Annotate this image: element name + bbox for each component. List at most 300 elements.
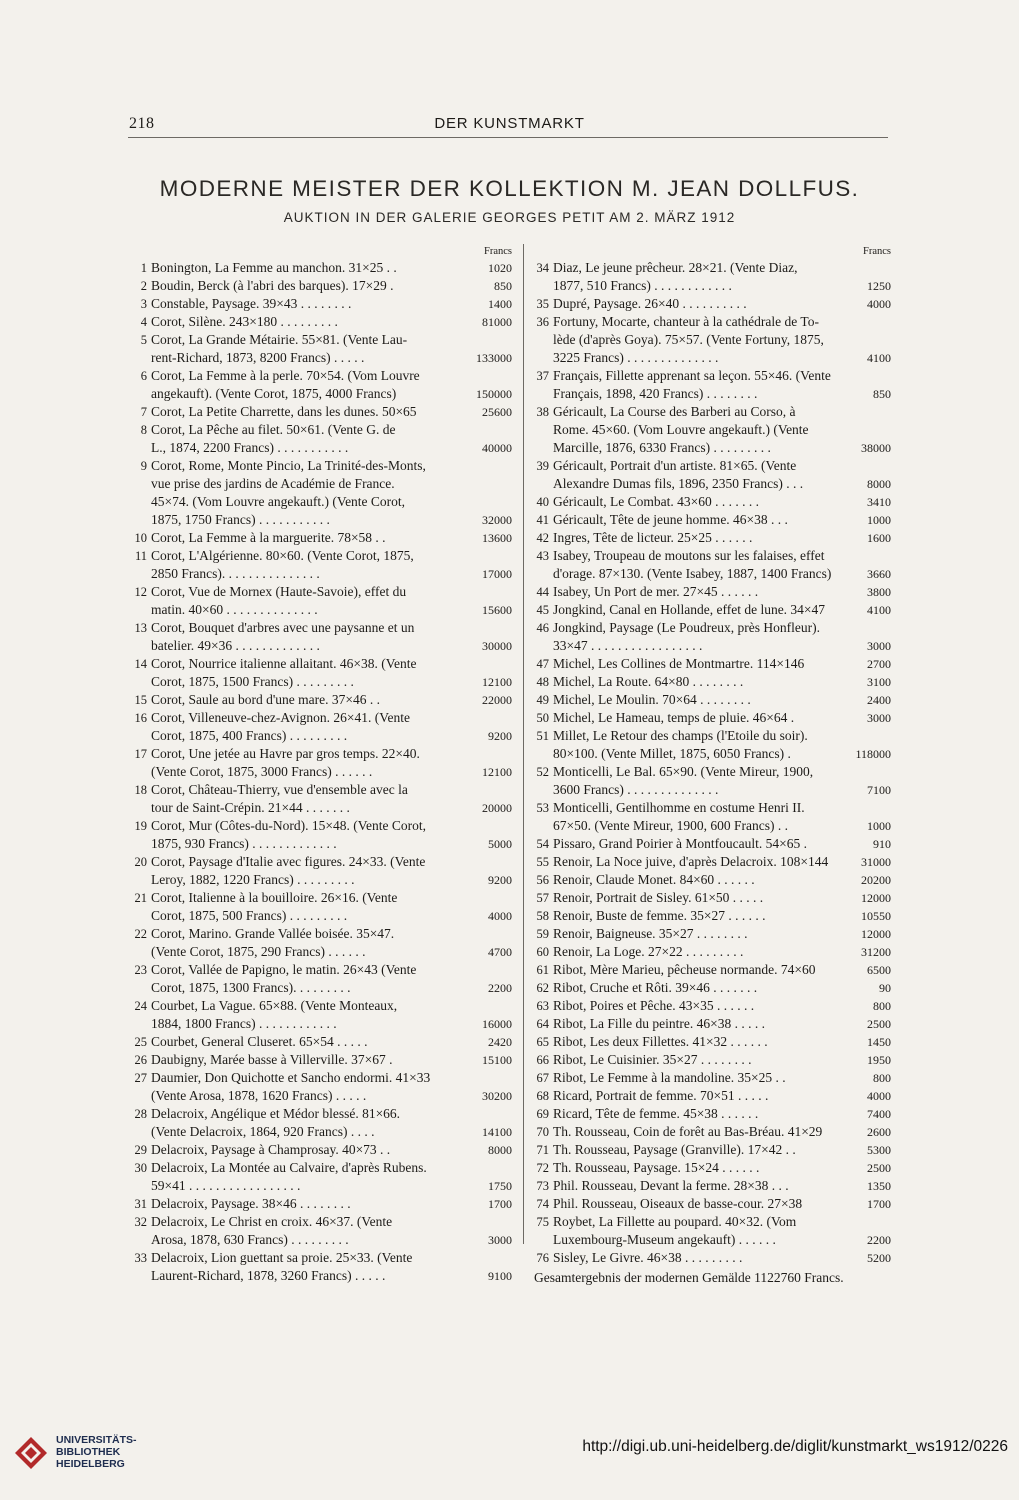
catalog-entry — [530, 1087, 891, 1105]
catalog-entry — [128, 961, 512, 997]
entry-price: 7100 — [867, 783, 891, 797]
entry-description: Corot, Villeneuve-chez-Avignon. 26×41. (Vente Corot, 1875, 400 Francs) . . . . . . . . . — [151, 710, 410, 743]
entry-price: 12100 — [482, 675, 512, 689]
entry-price: 9200 — [488, 873, 512, 887]
entry-description: Géricault, Tête de jeune homme. 46×38 . . . — [553, 512, 788, 527]
catalog-entry — [530, 1141, 891, 1159]
catalog-entry — [128, 1033, 512, 1051]
entry-description: Diaz, Le jeune prêcheur. 28×21. (Vente Diaz, 1877, 510 Francs) . . . . . . . . . . . . — [553, 260, 798, 293]
catalog-entry — [530, 457, 891, 493]
catalog-entry — [530, 1069, 891, 1087]
entry-number: 55 — [536, 855, 549, 869]
entry-description: Delacroix, Paysage à Champrosay. 40×73 . . — [151, 1142, 391, 1157]
entry-price: 38000 — [861, 441, 891, 455]
entry-price: 12000 — [861, 891, 891, 905]
catalog-entry — [128, 1249, 512, 1285]
catalog-entry — [530, 1213, 891, 1249]
entry-price: 1020 — [488, 261, 512, 275]
catalog-entry — [128, 313, 512, 331]
catalog-entry — [530, 601, 891, 619]
page-title: MODERNE MEISTER DER KOLLEKTION M. JEAN DOLLFUS. — [159, 176, 860, 201]
header-rule — [128, 137, 888, 138]
entry-price: 8000 — [867, 477, 891, 491]
catalog-entry — [530, 313, 891, 367]
entry-number: 71 — [536, 1143, 549, 1157]
entry-description: Michel, Le Hameau, temps de pluie. 46×64 . — [553, 710, 795, 725]
entry-number: 26 — [134, 1053, 147, 1067]
catalog-entry — [530, 259, 891, 295]
entry-number: 6 — [140, 369, 147, 383]
catalog-entry — [530, 709, 891, 727]
entry-price: 4100 — [867, 351, 891, 365]
catalog-entry — [530, 943, 891, 961]
entry-price: 118000 — [855, 747, 891, 761]
entry-price: 1000 — [867, 819, 891, 833]
entry-price: 2400 — [867, 693, 891, 707]
catalog-entry — [530, 835, 891, 853]
entry-description: Géricault, La Course des Barberi au Corso, à Rome. 45×60. (Vom Louvre angekauft.) (Vente Marcille, 1876, 6330 Francs) . . . . . . . . . — [553, 404, 809, 455]
entry-price: 30000 — [482, 639, 512, 653]
catalog-entry — [530, 583, 891, 601]
entry-number: 37 — [536, 369, 549, 383]
entry-number: 25 — [134, 1035, 147, 1049]
entry-number: 59 — [536, 927, 549, 941]
entry-number: 15 — [134, 693, 147, 707]
catalog-entry — [530, 655, 891, 673]
entry-description: Ribot, Cruche et Rôti. 39×46 . . . . . . . — [553, 980, 758, 995]
entry-number: 51 — [536, 729, 549, 743]
entry-description: Jongkind, Canal en Hollande, effet de lune. 34×47 — [553, 602, 826, 617]
entry-description: Pissaro, Grand Poirier à Montfoucault. 54×65 . — [553, 836, 807, 851]
entry-description: Delacroix, Paysage. 38×46 . . . . . . . . — [151, 1196, 351, 1211]
entry-description: Jongkind, Paysage (Le Poudreux, près Honfleur). 33×47 . . . . . . . . . . . . . . . . . — [553, 620, 820, 653]
entry-price: 5000 — [488, 837, 512, 851]
catalog-entry — [128, 817, 512, 853]
entry-description: Ribot, Le Femme à la mandoline. 35×25 . . — [553, 1070, 786, 1085]
entry-description: Bonington, La Femme au manchon. 31×25 . . — [151, 260, 397, 275]
entry-price: 4000 — [488, 909, 512, 923]
entry-price: 800 — [873, 999, 891, 1013]
entry-price: 2500 — [867, 1017, 891, 1031]
entry-description: Fortuny, Mocarte, chanteur à la cathédrale de To- lède (d'après Goya). 75×57. (Vente Fortuny, 1875, 3225 Francs) . . . . . . . . . . . . . . — [553, 314, 824, 365]
entry-description: Renoir, Claude Monet. 84×60 . . . . . . — [553, 872, 755, 887]
entry-number: 3 — [140, 297, 147, 311]
entry-description: Corot, L'Algérienne. 80×60. (Vente Corot, 1875, 2850 Francs). . . . . . . . . . . . . . . — [151, 548, 414, 581]
catalog-entry — [530, 493, 891, 511]
catalog-entry — [128, 367, 512, 403]
entry-description: Renoir, La Loge. 27×22 . . . . . . . . . — [553, 944, 744, 959]
entry-price: 6500 — [867, 963, 891, 977]
entry-price: 4000 — [867, 297, 891, 311]
entry-number: 10 — [134, 531, 147, 545]
library-logo[interactable] — [12, 1434, 212, 1474]
entry-description: Corot, Paysage d'Italie avec figures. 24×33. (Vente Leroy, 1882, 1220 Francs) . . . . . . . . . — [151, 854, 426, 887]
entry-description: Corot, La Petite Charrette, dans les dunes. 50×65 — [151, 404, 417, 419]
entry-price: 5300 — [867, 1143, 891, 1157]
catalog-entry — [530, 673, 891, 691]
entry-description: Corot, Rome, Monte Pincio, La Trinité-des-Monts, vue prise des jardins de Académie de France. 45×74. (Vom Louvre angekauft.) (Vente Corot, 1875, 1750 Francs) . . . . . . . . . . . — [151, 458, 426, 527]
entry-number: 20 — [134, 855, 147, 869]
catalog-entry — [128, 691, 512, 709]
entry-number: 4 — [140, 315, 147, 329]
entry-price: 15100 — [482, 1053, 512, 1067]
entry-number: 31 — [134, 1197, 147, 1211]
entry-price: 2500 — [867, 1161, 891, 1175]
entry-number: 48 — [536, 675, 549, 689]
entry-price: 40000 — [482, 441, 512, 455]
entry-description: Corot, Vue de Mornex (Haute-Savoie), effet du matin. 40×60 . . . . . . . . . . . . . . — [151, 584, 407, 617]
page-subtitle: AUKTION IN DER GALERIE GEORGES PETIT AM 2. MÄRZ 1912 — [283, 210, 736, 225]
entry-number: 32 — [134, 1215, 147, 1229]
entry-number: 19 — [134, 819, 147, 833]
entry-number: 68 — [536, 1089, 549, 1103]
catalog-entry — [128, 547, 512, 583]
entry-description: Phil. Rousseau, Devant la ferme. 28×38 . . . — [553, 1178, 789, 1193]
entry-number: 72 — [536, 1161, 549, 1175]
entry-number: 7 — [140, 405, 147, 419]
entry-description: Corot, Silène. 243×180 . . . . . . . . . — [151, 314, 338, 329]
entry-price: 850 — [873, 387, 891, 401]
entry-number: 18 — [134, 783, 147, 797]
library-name: UNIVERSITÄTS- BIBLIOTHEK HEIDELBERG — [56, 1434, 137, 1470]
catalog-entry — [530, 889, 891, 907]
entry-description: Th. Rousseau, Paysage. 15×24 . . . . . . — [553, 1160, 760, 1175]
entry-description: Courbet, La Vague. 65×88. (Vente Monteaux, 1884, 1800 Francs) . . . . . . . . . . . . — [151, 998, 398, 1031]
entry-description: Daumier, Don Quichotte et Sancho endormi. 41×33 (Vente Arosa, 1878, 1620 Francs) . . . . . — [151, 1070, 431, 1103]
entry-price: 3800 — [867, 585, 891, 599]
catalog-entry — [530, 295, 891, 313]
catalog-entry — [530, 529, 891, 547]
entry-description: Delacroix, Angélique et Médor blessé. 81×66. (Vente Delacroix, 1864, 920 Francs) . . . . — [151, 1106, 401, 1139]
catalog-entry — [530, 907, 891, 925]
entry-description: Ribot, Les deux Fillettes. 41×32 . . . . . . — [553, 1034, 768, 1049]
entry-number: 58 — [536, 909, 549, 923]
entry-price: 15600 — [482, 603, 512, 617]
entry-price: 800 — [873, 1071, 891, 1085]
entry-number: 29 — [134, 1143, 147, 1157]
entry-price: 3100 — [867, 675, 891, 689]
entry-description: Sisley, Le Givre. 46×38 . . . . . . . . . — [553, 1250, 743, 1265]
entry-price: 7400 — [867, 1107, 891, 1121]
catalog-entry — [530, 1195, 891, 1213]
catalog-entry — [128, 421, 512, 457]
catalog-entry — [128, 583, 512, 619]
entry-number: 47 — [536, 657, 549, 671]
entry-number: 28 — [134, 1107, 147, 1121]
entry-description: Renoir, Portrait de Sisley. 61×50 . . . . . — [553, 890, 764, 905]
entry-number: 38 — [536, 405, 549, 419]
entry-description: Français, Fillette apprenant sa leçon. 55×46. (Vente Français, 1898, 420 Francs) . . . . . . . . — [553, 368, 831, 401]
entry-number: 74 — [536, 1197, 549, 1211]
entry-price: 12100 — [482, 765, 512, 779]
entry-price: 25600 — [482, 405, 512, 419]
catalog-entry — [530, 871, 891, 889]
entry-number: 33 — [134, 1251, 147, 1265]
catalog-entry — [530, 691, 891, 709]
entry-price: 5200 — [867, 1251, 891, 1265]
entry-number: 63 — [536, 999, 549, 1013]
entry-number: 66 — [536, 1053, 549, 1067]
entry-number: 16 — [134, 711, 147, 725]
entry-number: 41 — [536, 513, 549, 527]
catalog-entry — [530, 367, 891, 403]
entry-number: 67 — [536, 1071, 549, 1085]
entry-description: Monticelli, Gentilhomme en costume Henri II. 67×50. (Vente Mireur, 1900, 600 Francs) . . — [553, 800, 805, 833]
catalog-entry — [128, 259, 512, 277]
entry-number: 53 — [536, 801, 549, 815]
entry-number: 11 — [134, 549, 147, 563]
entry-number: 13 — [134, 621, 147, 635]
catalog-entry — [128, 889, 512, 925]
catalog-entry — [530, 1015, 891, 1033]
entry-description: Corot, Une jetée au Havre par gros temps. 22×40. (Vente Corot, 1875, 3000 Francs) . . . . . . — [151, 746, 420, 779]
entry-description: Daubigny, Marée basse à Villerville. 37×67 . — [151, 1052, 393, 1067]
catalog-entry — [530, 1105, 891, 1123]
catalog-entry — [128, 1069, 512, 1105]
entry-number: 39 — [536, 459, 549, 473]
entry-description: Constable, Paysage. 39×43 . . . . . . . . — [151, 296, 352, 311]
currency-label-left: Francs — [484, 246, 512, 257]
catalog-entry — [530, 763, 891, 799]
catalog-entry — [128, 1141, 512, 1159]
entry-description: Dupré, Paysage. 26×40 . . . . . . . . . . — [553, 296, 747, 311]
entry-number: 45 — [536, 603, 549, 617]
catalog-entry — [530, 547, 891, 583]
entry-description: Millet, Le Retour des champs (l'Etoile du soir). 80×100. (Vente Millet, 1875, 6050 Francs) . — [553, 728, 808, 761]
catalog-entry — [530, 1159, 891, 1177]
entry-number: 27 — [134, 1071, 147, 1085]
entry-description: Corot, La Grande Métairie. 55×81. (Vente Lau- rent-Richard, 1873, 8200 Francs) . . . . . — [151, 332, 408, 365]
entry-price: 4700 — [488, 945, 512, 959]
entry-description: Corot, Marino. Grande Vallée boisée. 35×47. (Vente Corot, 1875, 290 Francs) . . . . . . — [151, 926, 395, 959]
entry-number: 35 — [536, 297, 549, 311]
entry-description: Ribot, Poires et Pêche. 43×35 . . . . . . — [553, 998, 755, 1013]
column-divider — [523, 244, 524, 1244]
entry-price: 4100 — [867, 603, 891, 617]
entry-description: Corot, La Femme à la marguerite. 78×58 . . — [151, 530, 386, 545]
right-entries — [530, 259, 891, 1267]
entry-price: 1350 — [867, 1179, 891, 1193]
entry-description: Ricard, Portrait de femme. 70×51 . . . . . — [553, 1088, 769, 1103]
catalog-entry — [128, 1159, 512, 1195]
right-column — [530, 244, 891, 1287]
entry-number: 21 — [134, 891, 147, 905]
entry-description: Corot, La Femme à la perle. 70×54. (Vom Louvre angekauft). (Vente Corot, 1875, 4000 Francs) — [151, 368, 420, 401]
entry-description: Corot, La Pêche au filet. 50×61. (Vente G. de L., 1874, 2200 Francs) . . . . . . . . . . . — [151, 422, 396, 455]
entry-price: 12000 — [861, 927, 891, 941]
entry-description: Corot, Vallée de Papigno, le matin. 26×43 (Vente Corot, 1875, 1300 Francs). . . . . . . . . — [151, 962, 417, 995]
catalog-entry — [128, 529, 512, 547]
entry-number: 14 — [134, 657, 147, 671]
entry-price: 90 — [879, 981, 891, 995]
catalog-entry — [530, 1249, 891, 1267]
library-crest-icon — [12, 1434, 50, 1472]
catalog-entry — [128, 709, 512, 745]
entry-description: Renoir, Baigneuse. 35×27 . . . . . . . . — [553, 926, 748, 941]
entry-number: 49 — [536, 693, 549, 707]
entry-description: Michel, Les Collines de Montmartre. 114×146 — [553, 656, 805, 671]
entry-number: 42 — [536, 531, 549, 545]
catalog-entry — [530, 925, 891, 943]
catalog-entry — [530, 1123, 891, 1141]
entry-number: 2 — [140, 279, 147, 293]
entry-price: 2420 — [488, 1035, 512, 1049]
entry-description: Courbet, General Cluseret. 65×54 . . . . . — [151, 1034, 368, 1049]
entry-description: Ricard, Tête de femme. 45×38 . . . . . . — [553, 1106, 759, 1121]
entry-price: 9200 — [488, 729, 512, 743]
entry-price: 31200 — [861, 945, 891, 959]
entry-number: 24 — [134, 999, 147, 1013]
entry-price: 17000 — [482, 567, 512, 581]
catalog-entry — [530, 511, 891, 529]
entry-number: 62 — [536, 981, 549, 995]
catalog-entry — [530, 961, 891, 979]
entry-description: Ribot, La Fille du peintre. 46×38 . . . . . — [553, 1016, 765, 1031]
entry-description: Corot, Château-Thierry, vue d'ensemble avec la tour de Saint-Crépin. 21×44 . . . . . . . — [151, 782, 408, 815]
entry-description: Isabey, Un Port de mer. 27×45 . . . . . . — [553, 584, 759, 599]
entry-number: 8 — [140, 423, 147, 437]
left-entries — [128, 259, 512, 1285]
entry-number: 70 — [536, 1125, 549, 1139]
entry-description: Renoir, Buste de femme. 35×27 . . . . . . — [553, 908, 766, 923]
entry-price: 3410 — [867, 495, 891, 509]
entry-price: 8000 — [488, 1143, 512, 1157]
catalog-entry — [530, 997, 891, 1015]
entry-number: 65 — [536, 1035, 549, 1049]
catalog-entry — [128, 997, 512, 1033]
entry-price: 2700 — [867, 657, 891, 671]
entry-price: 910 — [873, 837, 891, 851]
catalog-entry — [128, 277, 512, 295]
catalog-entry — [128, 781, 512, 817]
entry-price: 2200 — [867, 1233, 891, 1247]
entry-description: Delacroix, La Montée au Calvaire, d'après Rubens. 59×41 . . . . . . . . . . . . . . . . . — [151, 1160, 427, 1193]
entry-description: Ribot, Mère Marieu, pêcheuse normande. 74×60 — [553, 962, 816, 977]
entry-number: 1 — [140, 261, 147, 275]
entry-number: 61 — [536, 963, 549, 977]
entry-price: 13600 — [482, 531, 512, 545]
entry-description: Delacroix, Lion guettant sa proie. 25×33. (Vente Laurent-Richard, 1878, 3260 Francs) . . . . . — [151, 1250, 413, 1283]
catalog-entry — [530, 799, 891, 835]
entry-description: Michel, La Route. 64×80 . . . . . . . . — [553, 674, 744, 689]
grand-total: Gesamtergebnis der modernen Gemälde 1122760 Francs. — [534, 1270, 844, 1285]
left-column — [128, 244, 512, 1285]
entry-price: 850 — [494, 279, 512, 293]
entry-number: 9 — [140, 459, 147, 473]
entry-description: Th. Rousseau, Paysage (Granville). 17×42 . . — [553, 1142, 796, 1157]
entry-number: 54 — [536, 837, 549, 851]
entry-price: 150000 — [476, 387, 512, 401]
catalog-entry — [128, 619, 512, 655]
entry-price: 3660 — [867, 567, 891, 581]
entry-price: 4000 — [867, 1089, 891, 1103]
entry-number: 30 — [134, 1161, 147, 1175]
entry-number: 23 — [134, 963, 147, 977]
entry-description: Roybet, La Fillette au poupard. 40×32. (Vom Luxembourg-Museum angekauft) . . . . . . — [553, 1214, 797, 1247]
entry-price: 22000 — [482, 693, 512, 707]
entry-number: 36 — [536, 315, 549, 329]
entry-price: 3000 — [867, 711, 891, 725]
entry-price: 2200 — [488, 981, 512, 995]
entry-number: 43 — [536, 549, 549, 563]
entry-price: 20000 — [482, 801, 512, 815]
entry-description: Isabey, Troupeau de moutons sur les falaises, effet d'orage. 87×130. (Vente Isabey, 1887, 1400 Francs) — [553, 548, 832, 581]
entry-number: 50 — [536, 711, 549, 725]
catalog-entry — [128, 331, 512, 367]
entry-price: 3000 — [488, 1233, 512, 1247]
entry-price: 81000 — [482, 315, 512, 329]
entry-price: 2600 — [867, 1125, 891, 1139]
entry-description: Phil. Rousseau, Oiseaux de basse-cour. 27×38 — [553, 1196, 803, 1211]
page-number: 218 — [129, 115, 155, 132]
catalog-entry — [530, 619, 891, 655]
entry-number: 44 — [536, 585, 549, 599]
entry-number: 76 — [536, 1251, 549, 1265]
entry-description: Corot, Bouquet d'arbres avec une paysanne et un batelier. 49×36 . . . . . . . . . . . . . — [151, 620, 415, 653]
entry-description: Renoir, La Noce juive, d'après Delacroix. 108×144 — [553, 854, 829, 869]
entry-price: 30200 — [482, 1089, 512, 1103]
catalog-entry — [530, 403, 891, 457]
entry-number: 40 — [536, 495, 549, 509]
entry-number: 75 — [536, 1215, 549, 1229]
entry-number: 56 — [536, 873, 549, 887]
catalog-entry — [128, 925, 512, 961]
catalog-entry — [128, 1195, 512, 1213]
entry-price: 1000 — [867, 513, 891, 527]
entry-price: 133000 — [476, 351, 512, 365]
entry-number: 60 — [536, 945, 549, 959]
entry-description: Delacroix, Le Christ en croix. 46×37. (Vente Arosa, 1878, 630 Francs) . . . . . . . . . — [151, 1214, 393, 1247]
entry-price: 1700 — [488, 1197, 512, 1211]
catalog-entry — [530, 1033, 891, 1051]
entry-description: Géricault, Le Combat. 43×60 . . . . . . . — [553, 494, 759, 509]
entry-description: Corot, Saule au bord d'une mare. 37×46 . . — [151, 692, 380, 707]
entry-price: 1750 — [488, 1179, 512, 1193]
entry-number: 22 — [134, 927, 147, 941]
entry-description: Ribot, Le Cuisinier. 35×27 . . . . . . . . — [553, 1052, 752, 1067]
entry-price: 1250 — [867, 279, 891, 293]
entry-description: Corot, Italienne à la bouilloire. 26×16. (Vente Corot, 1875, 500 Francs) . . . . . . . . . — [151, 890, 398, 923]
entry-price: 16000 — [482, 1017, 512, 1031]
entry-price: 9100 — [488, 1269, 512, 1283]
catalog-entry — [128, 457, 512, 529]
entry-price: 3000 — [867, 639, 891, 653]
catalog-entry — [128, 1213, 512, 1249]
entry-number: 73 — [536, 1179, 549, 1193]
entry-price: 1400 — [488, 297, 512, 311]
catalog-entry — [128, 1051, 512, 1069]
entry-description: Géricault, Portrait d'un artiste. 81×65. (Vente Alexandre Dumas fils, 1896, 2350 Francs) . . . — [553, 458, 804, 491]
entry-price: 14100 — [482, 1125, 512, 1139]
entry-number: 57 — [536, 891, 549, 905]
catalog-entry — [128, 403, 512, 421]
source-url[interactable]: http://digi.ub.uni-heidelberg.de/diglit/kunstmarkt_ws1912/0226 — [582, 1438, 1008, 1455]
running-title: DER KUNSTMARKT — [434, 115, 585, 132]
catalog-entry — [128, 655, 512, 691]
catalog-entry — [530, 853, 891, 871]
entry-price: 20200 — [861, 873, 891, 887]
entry-price: 10550 — [861, 909, 891, 923]
entry-description: Th. Rousseau, Coin de forêt au Bas-Bréau. 41×29 — [553, 1124, 823, 1139]
entry-number: 52 — [536, 765, 549, 779]
entry-price: 1600 — [867, 531, 891, 545]
catalog-entry — [530, 979, 891, 997]
entry-number: 64 — [536, 1017, 549, 1031]
catalog-entry — [128, 295, 512, 313]
entry-number: 5 — [140, 333, 147, 347]
entry-price: 1700 — [867, 1197, 891, 1211]
entry-number: 17 — [134, 747, 147, 761]
